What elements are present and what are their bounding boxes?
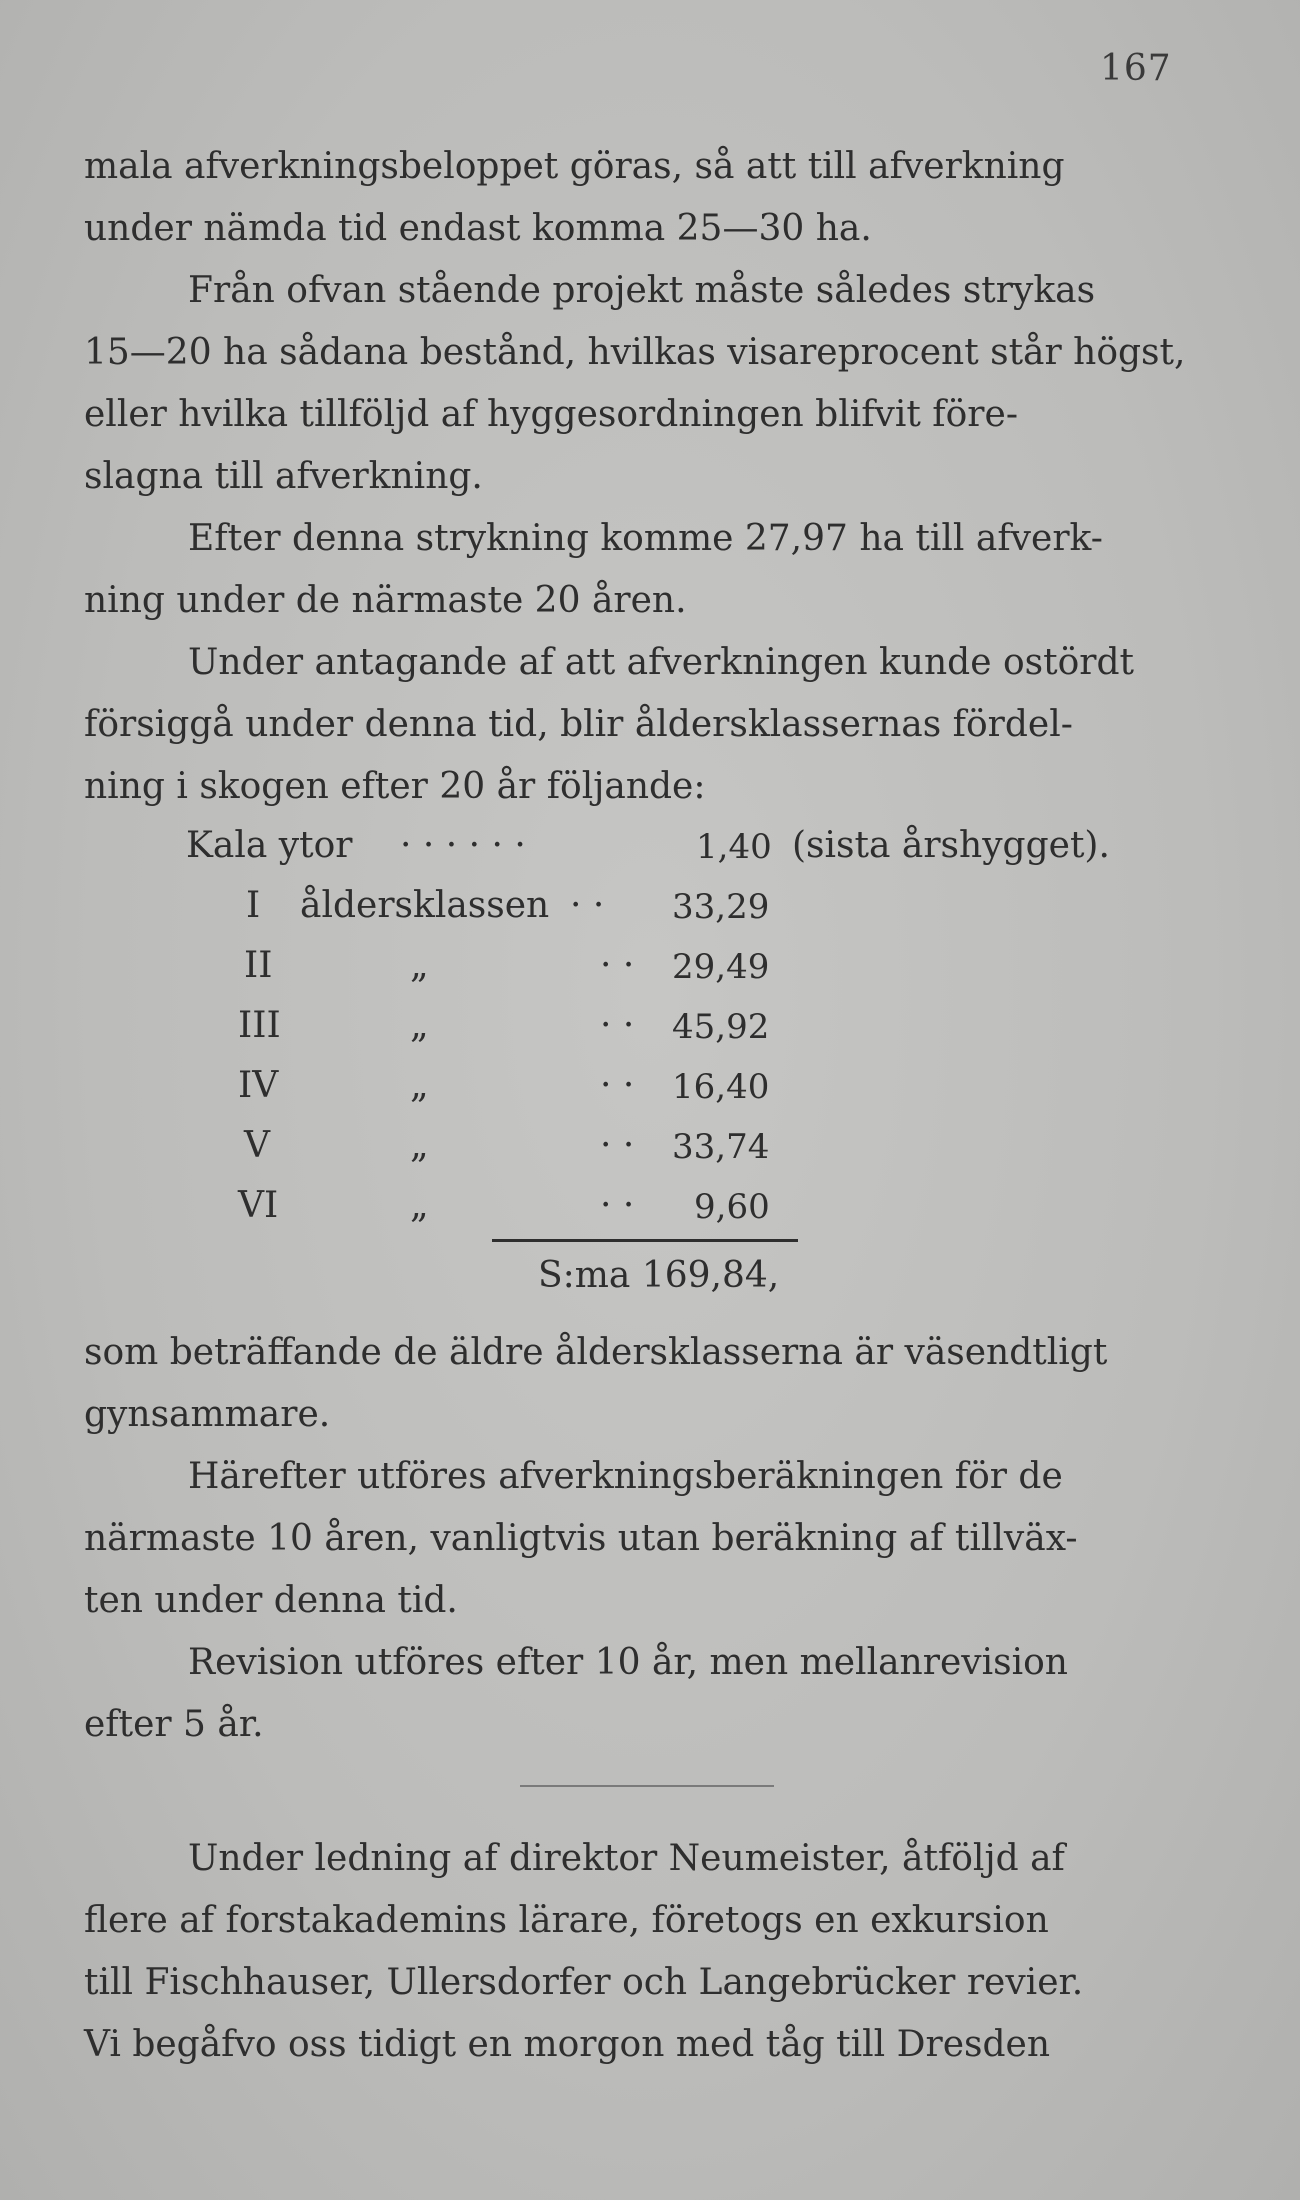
paragraph-5: [84, 1322, 1204, 1446]
table-numeral: I: [246, 885, 261, 926]
paragraph-8: [84, 1828, 1204, 2076]
text-line: mala afverkningsbeloppet göras, så att till afverkning: [84, 146, 1065, 187]
paragraph-2: [84, 260, 1204, 508]
text-line: Efter denna strykning komme 27,97 ha till afverk-: [188, 518, 1103, 559]
text-line: 15—20 ha sådana bestånd, hvilkas visareprocent står högst,: [84, 332, 1186, 373]
text-line: Under ledning af direktor Neumeister, åtföljd af: [188, 1838, 1065, 1879]
table-note: (sista årshygget).: [792, 825, 1110, 866]
table-sum: S:ma 169,84,: [538, 1255, 780, 1296]
table-value: 16,40: [672, 1067, 770, 1107]
text-line: ning under de närmaste 20 åren.: [84, 580, 687, 621]
table-dots: · ·: [600, 1065, 635, 1106]
text-line: slagna till afverkning.: [84, 456, 483, 497]
table-value: 33,29: [672, 887, 770, 927]
bottom-text: [84, 1322, 1204, 1756]
text-line: eller hvilka tillföljd af hyggesordningen blifvit före-: [84, 394, 1018, 435]
table-dots: · ·: [600, 1005, 635, 1046]
text-line: försiggå under denna tid, blir åldersklassernas fördel-: [84, 704, 1073, 745]
text-line: närmaste 10 åren, vanligtvis utan beräkning af tillväx-: [84, 1518, 1078, 1559]
text-line: som beträffande de äldre åldersklasserna är väsendtligt: [84, 1332, 1108, 1373]
top-text: [84, 136, 1204, 818]
table-ditto: „: [410, 1125, 429, 1166]
table-numeral: II: [244, 945, 273, 986]
page-number: 167: [1100, 48, 1172, 89]
text-line: Från ofvan stående projekt måste således strykas: [188, 270, 1096, 311]
text-line: Vi begåfvo oss tidigt en morgon med tåg till Dresden: [84, 2024, 1051, 2065]
text-line: gynsammare.: [84, 1394, 331, 1435]
table-ditto: „: [410, 1185, 429, 1226]
text-line: ning i skogen efter 20 år följande:: [84, 766, 706, 807]
table-ditto: „: [410, 945, 429, 986]
table-label: Kala ytor: [186, 825, 353, 866]
table-value: 45,92: [672, 1007, 770, 1047]
table-value: 9,60: [694, 1187, 770, 1227]
text-line: till Fischhauser, Ullersdorfer och Langebrücker revier.: [84, 1962, 1084, 2003]
table-numeral: VI: [238, 1185, 279, 1226]
text-line: efter 5 år.: [84, 1704, 264, 1745]
table-value: 29,49: [672, 947, 770, 987]
table-dots: · ·: [600, 1185, 635, 1226]
table-numeral: IV: [238, 1065, 279, 1106]
text-line: ten under denna tid.: [84, 1580, 458, 1621]
text-line: Under antagande af att afverkningen kunde ostördt: [188, 642, 1134, 683]
table-label: åldersklassen: [300, 885, 550, 926]
section-separator: [520, 1785, 774, 1787]
paragraph-4: [84, 632, 1204, 818]
final-text: [84, 1828, 1204, 2076]
table-ditto: „: [410, 1005, 429, 1046]
table-dots: · ·: [600, 1125, 635, 1166]
paragraph-3: [84, 508, 1204, 632]
table-ditto: „: [410, 1065, 429, 1106]
text-line: Härefter utföres afverkningsberäkningen för de: [188, 1456, 1063, 1497]
table-numeral: V: [244, 1125, 270, 1166]
text-line: under nämda tid endast komma 25—30 ha.: [84, 208, 872, 249]
sum-rule: [492, 1239, 798, 1242]
paragraph-7: [84, 1632, 1204, 1756]
table-value: 1,40: [696, 827, 772, 867]
text-line: Revision utföres efter 10 år, men mellanrevision: [188, 1642, 1068, 1683]
table-dots: · ·: [600, 945, 635, 986]
paragraph-1: [84, 136, 1204, 260]
table-value: 33,74: [672, 1127, 770, 1167]
table-dots: · ·: [570, 885, 605, 926]
text-line: flere af forstakademins lärare, företogs en exkursion: [84, 1900, 1049, 1941]
table-numeral: III: [238, 1005, 281, 1046]
table-dots: · · · · · ·: [400, 825, 526, 866]
paragraph-6: [84, 1446, 1204, 1632]
